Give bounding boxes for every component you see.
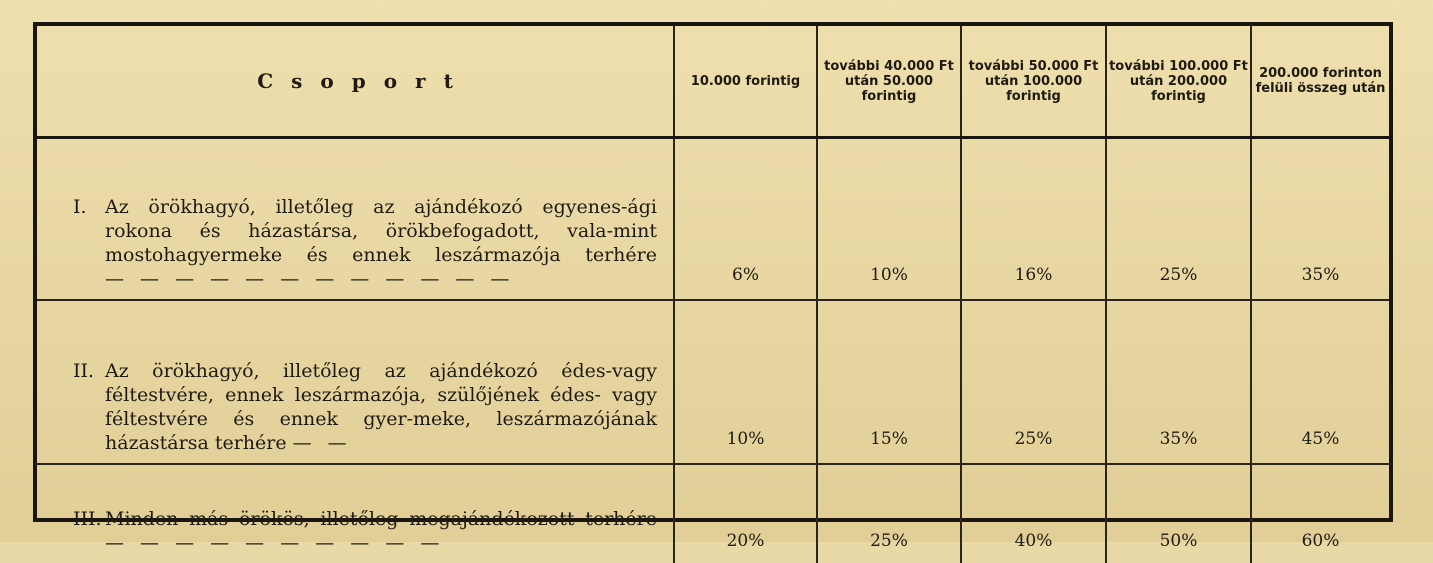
rate-cell: 50% (1106, 464, 1251, 563)
column-header-3: további 50.000 Ft után 100.000 forintig (961, 26, 1106, 138)
group-numeral: III. (73, 508, 102, 530)
rate-cell: 40% (961, 464, 1106, 563)
rate-cell: 35% (1106, 300, 1251, 464)
rate-cell: 25% (1106, 138, 1251, 301)
group-description (37, 464, 674, 563)
rate-cell: 16% (961, 138, 1106, 301)
group-numeral: I. (73, 196, 87, 218)
column-header-2: további 40.000 Ft után 50.000 forintig (817, 26, 961, 138)
rate-cell: 60% (1251, 464, 1389, 563)
table-row (37, 464, 1389, 563)
rate-cell: 25% (961, 300, 1106, 464)
rate-cell: 15% (817, 300, 961, 464)
leader-dashes: — — — — — — — — — — (105, 532, 445, 554)
header-row (37, 26, 1389, 138)
column-header-1: 10.000 forintig (674, 26, 817, 138)
rate-cell: 35% (1251, 138, 1389, 301)
rate-table (37, 26, 1389, 563)
group-text: Az örökhagyó, illetőleg az ajándékozó egyenes-ági rokona és házastársa, örökbefogadott, vala-mint mostohagyermeke és ennek leszármazója terhére (105, 196, 657, 266)
group-description (37, 138, 674, 301)
rate-cell: 20% (674, 464, 817, 563)
rate-cell: 25% (817, 464, 961, 563)
group-description (37, 300, 674, 464)
column-header-5: 200.000 forinton felüli összeg után (1251, 26, 1389, 138)
rate-cell: 6% (674, 138, 817, 301)
column-header-4: további 100.000 Ft után 200.000 forintig (1106, 26, 1251, 138)
group-text: Az örökhagyó, illetőleg az ajándékozó édes-vagy féltestvére, ennek leszármazója, szülőjének édes- vagy féltestvére és ennek gyer-meke, leszármazójának házastársa terhére (105, 360, 657, 454)
rate-cell: 10% (674, 300, 817, 464)
group-header: Csoport (37, 26, 674, 138)
table-row (37, 300, 1389, 464)
rate-cell: 10% (817, 138, 961, 301)
group-text: Minden más örökös, illetőleg megajándékozott terhére (105, 508, 657, 530)
rate-cell: 45% (1251, 300, 1389, 464)
leader-dashes: — — (292, 432, 352, 454)
table-row (37, 138, 1389, 301)
group-numeral: II. (73, 360, 95, 382)
inheritance-tax-table (33, 22, 1393, 554)
leader-dashes: — — — — — — — — — — — — (105, 268, 515, 290)
